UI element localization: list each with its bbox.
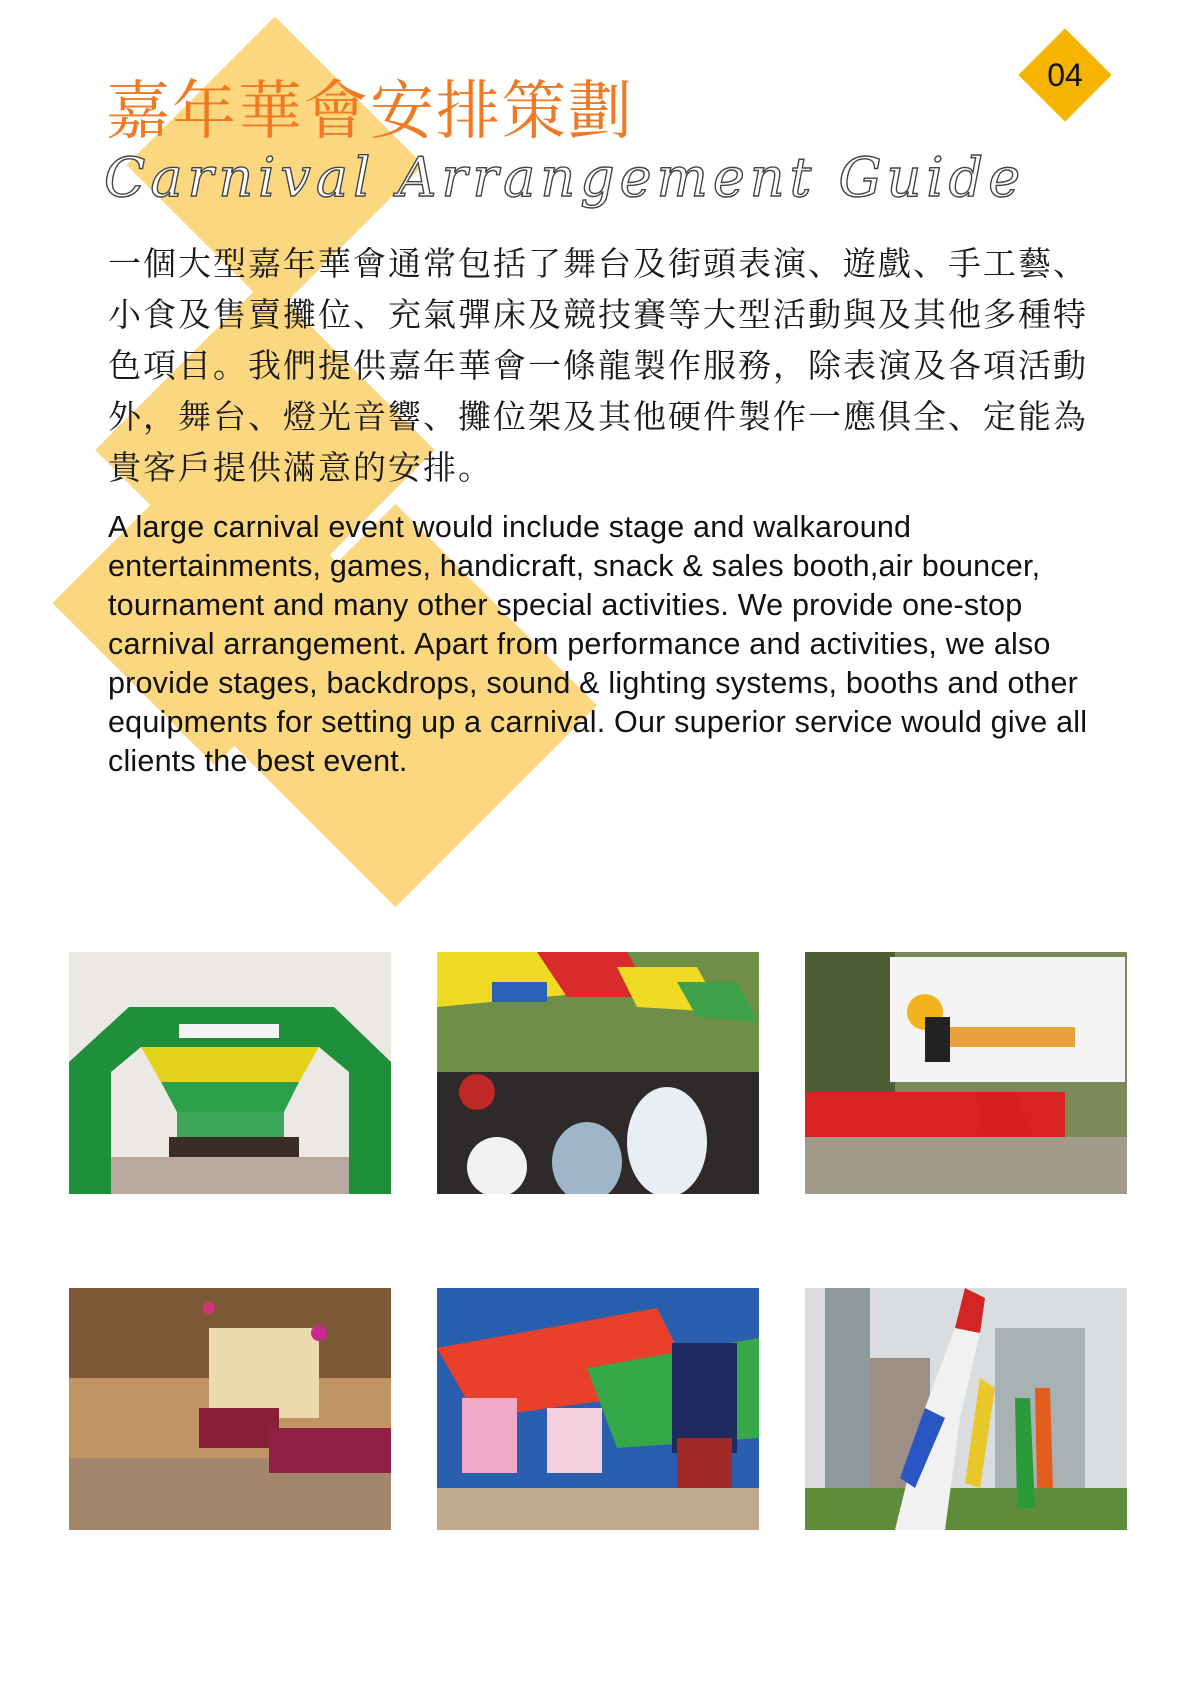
page-number-badge: [1018, 28, 1112, 122]
title-chinese: 嘉年華會安排策劃: [106, 75, 634, 149]
page-number: 04: [1047, 56, 1083, 93]
outdoor-stage-photo: [805, 952, 1127, 1194]
air-dancer-photo: [805, 1288, 1127, 1530]
paragraph-english: A large carnival event would include stage and walkaround entertainments, games, handicraft, snack & sales booth,air bouncer, tournament and many other special activities. We provide one-stop carnival arrangement. Apart from performance and activities, we also provide stages, backdrops, sound & lighting systems, booths and other equipments for setting up a carnival. Our superior service would give all clients the best event.: [108, 510, 1088, 778]
children-on-stage-photo: [437, 1288, 759, 1530]
indoor-booths-photo: [69, 1288, 391, 1530]
paragraph-chinese: 一個大型嘉年華會通常包括了舞台及街頭表演、遊戲、手工藝、小食及售賣攤位、充氣彈床及競技賽等大型活動與及其他多種特色項目。我們提供嘉年華會一條龍製作服務，除表演及各項活動外，舞台、燈光音響、攤位架及其他硬件製作一應俱全、定能為貴客戶提供滿意的安排。: [108, 244, 1088, 487]
inflatable-arch-stage-photo: [69, 952, 391, 1194]
tent-booths-crowd-photo: [437, 952, 759, 1194]
title-english: Carnival Arrangement Guide: [104, 146, 1026, 209]
